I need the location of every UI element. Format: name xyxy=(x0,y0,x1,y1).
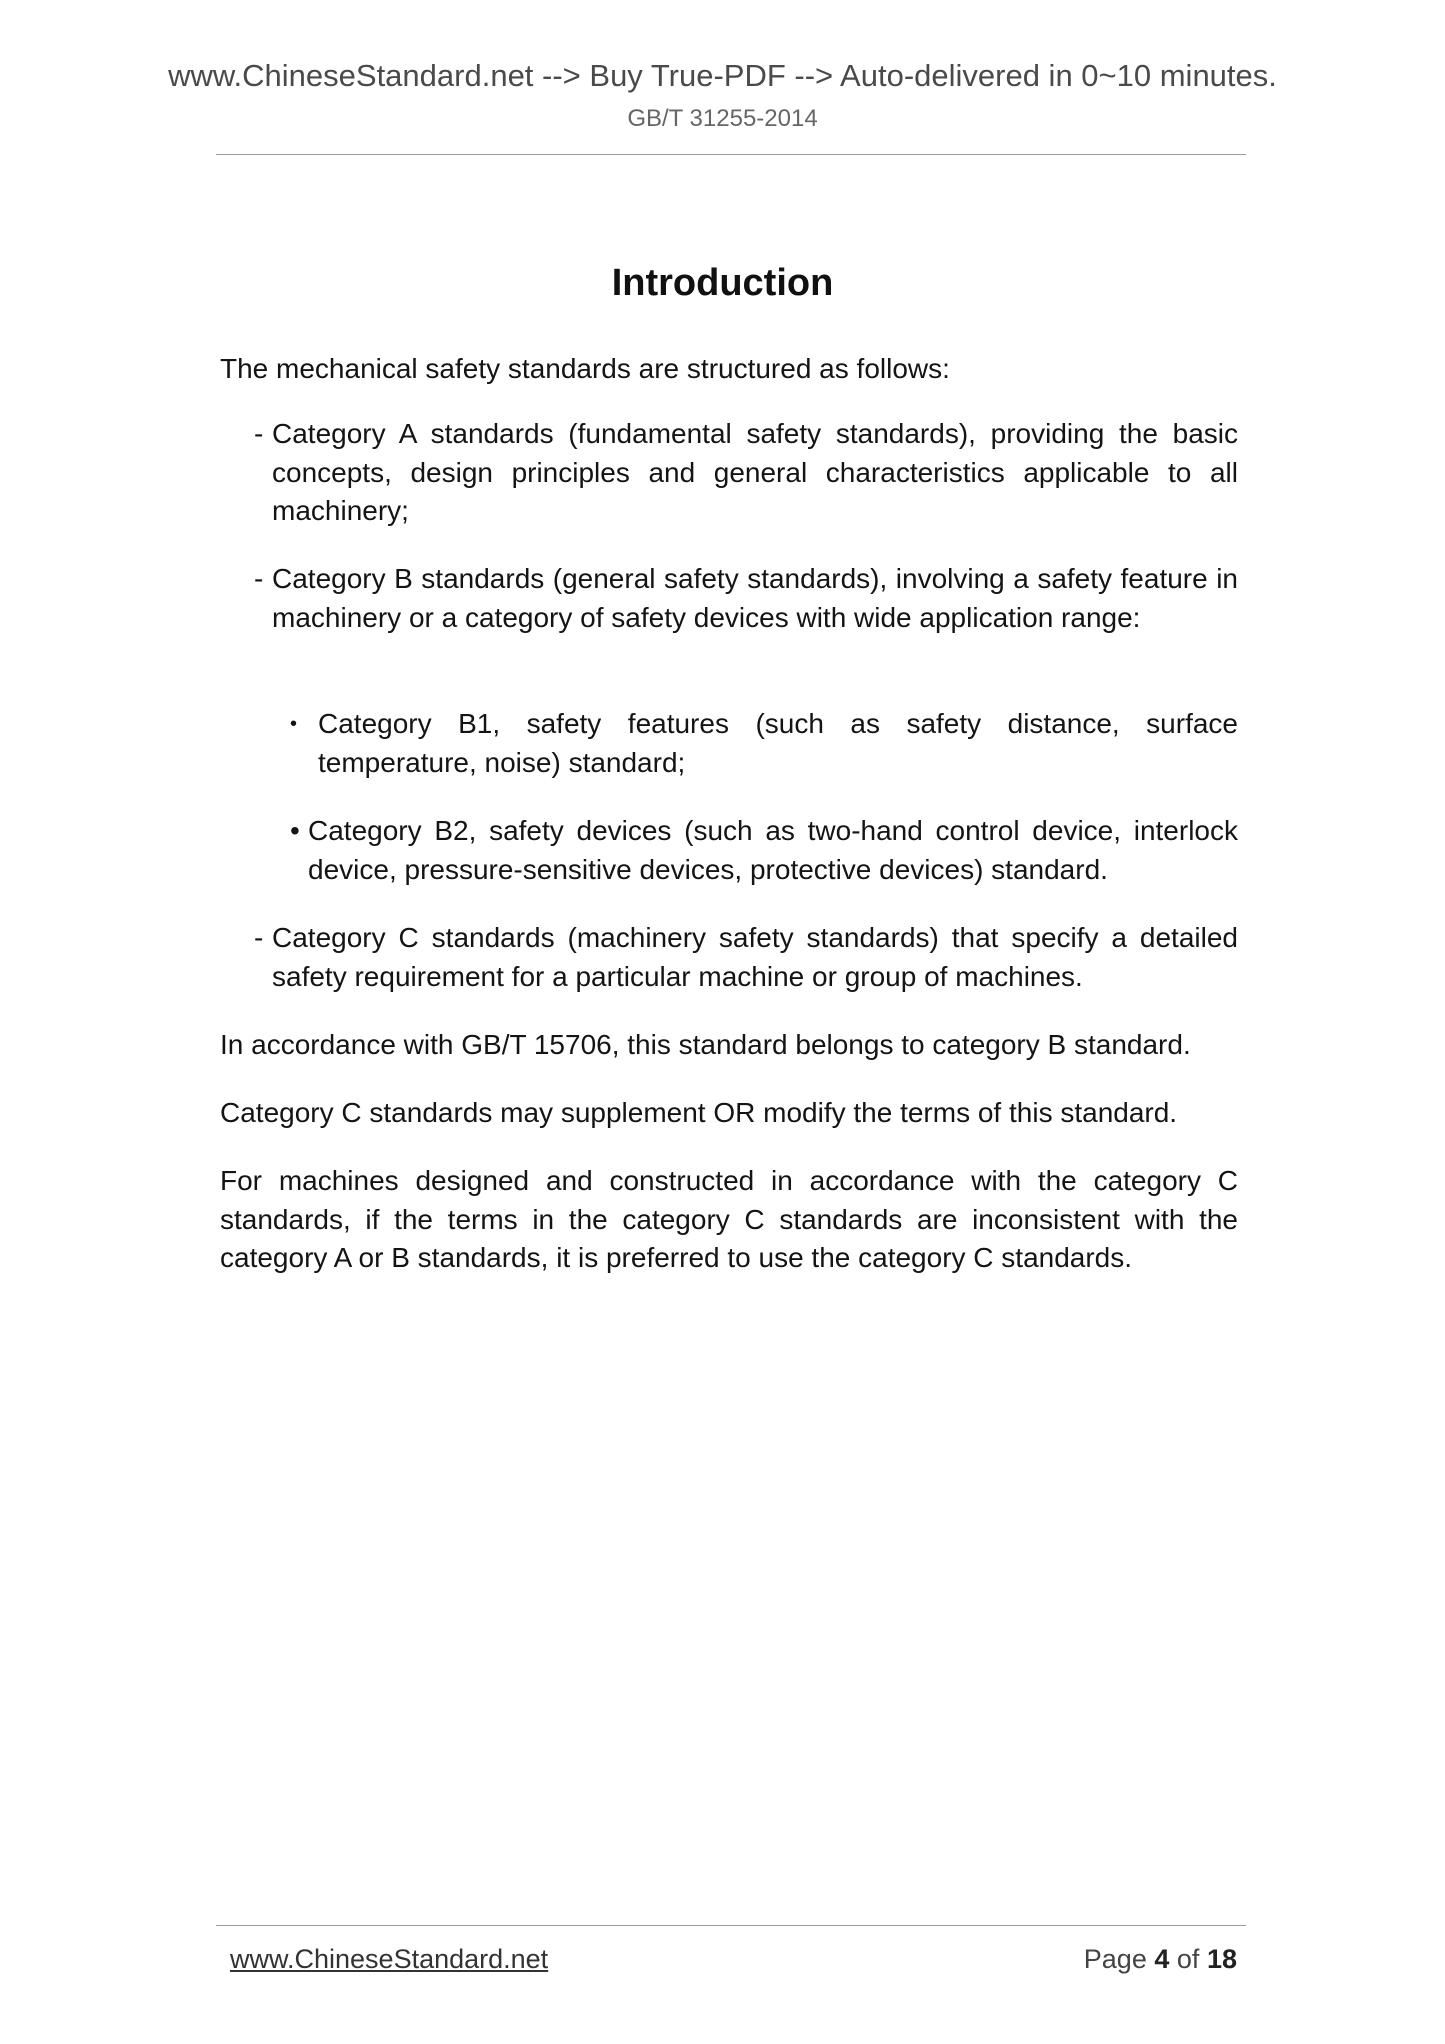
supplement-paragraph: Category C standards may supplement OR modify the terms of this standard. xyxy=(220,1097,1178,1128)
footer-website-link[interactable]: www.ChineseStandard.net xyxy=(230,1944,549,1974)
page-title: Introduction xyxy=(611,262,834,304)
page-label: Page xyxy=(1083,1944,1147,1974)
header-divider xyxy=(216,154,1246,155)
dash-marker: - xyxy=(254,563,264,594)
page-number xyxy=(1084,1942,1237,1976)
machines-paragraph: For machines designed and constructed in accordance with the category C standards, if the terms in the category C standards are inconsistent with the category A or B standards, it is preferred to use the category C standards. xyxy=(220,1165,1238,1273)
page-current: 4 xyxy=(1154,1944,1170,1974)
list-item-category-a xyxy=(254,415,1238,531)
list-item-category-b xyxy=(254,560,1238,637)
dash-marker: - xyxy=(254,418,264,449)
page-total: 18 xyxy=(1206,1944,1237,1974)
list-item-text: Category B standards (general safety standards), involving a safety feature in machinery or a category of safety devices with wide application range: xyxy=(272,563,1238,633)
header-banner: www.ChineseStandard.net --> Buy True-PDF --> Auto-delivered in 0~10 minutes. xyxy=(168,58,1277,93)
intro-paragraph: The mechanical safety standards are structured as follows: xyxy=(220,353,950,384)
list-item-category-b1 xyxy=(290,705,1238,782)
list-item-category-c xyxy=(254,919,1238,996)
page-of: of xyxy=(1176,1944,1200,1974)
accordance-paragraph: In accordance with GB/T 15706, this standard belongs to category B standard. xyxy=(220,1029,1191,1060)
list-item-text: Category B2, safety devices (such as two-hand control device, interlock device, pressure-sensitive devices, protective devices) standard. xyxy=(308,815,1238,885)
bullet-marker: • xyxy=(290,815,300,846)
standard-code: GB/T 31255-2014 xyxy=(627,105,818,132)
list-item-text: Category B1, safety features (such as safety distance, surface temperature, noise) standard; xyxy=(318,708,1238,778)
bullet-marker: • xyxy=(290,713,298,735)
dash-marker: - xyxy=(254,922,264,953)
footer-divider xyxy=(216,1925,1246,1926)
list-item-text: Category C standards (machinery safety standards) that specify a detailed safety requirement for a particular machine or group of machines. xyxy=(272,922,1238,992)
list-item-category-b2 xyxy=(290,812,1238,889)
list-item-text: Category A standards (fundamental safety standards), providing the basic concepts, design principles and general characteristics applicable to all machinery; xyxy=(272,418,1238,526)
